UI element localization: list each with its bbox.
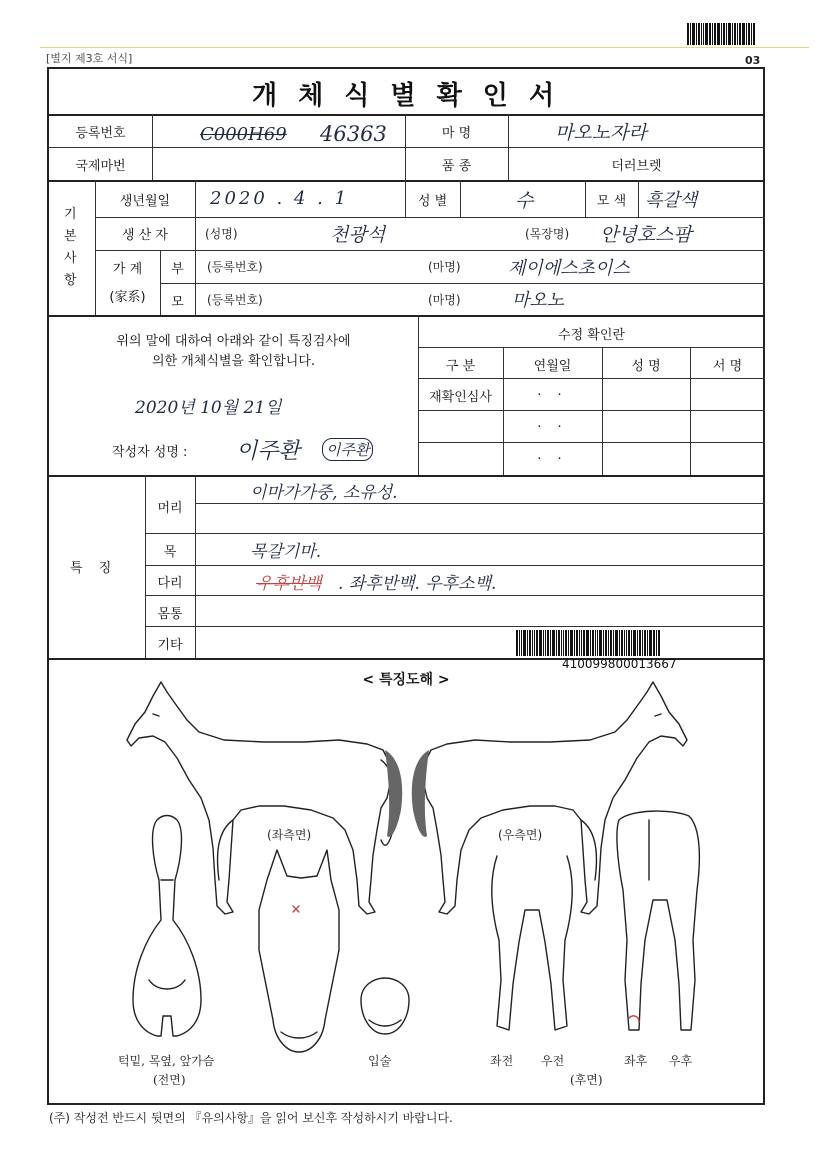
basic-section-char-4: 항 xyxy=(64,273,77,288)
farm-value: 안녕호스팜 xyxy=(600,224,692,246)
color-value: 흑갈색 xyxy=(645,190,698,211)
hind-left-caption: 좌후 xyxy=(624,1054,648,1068)
amend-col-name: 성 명 xyxy=(631,359,661,374)
head-label: 머리 xyxy=(157,501,183,516)
sire-reg-label: (등록번호) xyxy=(207,260,263,274)
dam-name-label: (마명) xyxy=(428,293,461,307)
breeder-label: 생 산 자 xyxy=(122,228,168,243)
rule xyxy=(418,442,765,443)
lips-view xyxy=(361,978,409,1034)
page-title: 개 체 식 별 확 인 서 xyxy=(251,81,561,111)
birth-label: 생년월일 xyxy=(119,194,171,209)
rule xyxy=(460,180,461,217)
color-label: 모 색 xyxy=(596,194,627,209)
rule xyxy=(145,626,765,627)
dam-name-value: 마오노 xyxy=(512,290,565,311)
rule xyxy=(638,180,639,217)
rule xyxy=(47,180,765,182)
breeder-name-label: (성명) xyxy=(205,227,238,241)
horse-diagram xyxy=(49,680,763,1100)
rear-view xyxy=(617,811,699,1030)
horse-name-value: 마오노자라 xyxy=(555,122,647,144)
amend-row-1-type: 재확인심사 xyxy=(429,390,492,405)
rule xyxy=(160,283,765,284)
amend-col-date: 연월일 xyxy=(533,359,572,374)
dam-reg-label: (등록번호) xyxy=(207,293,263,307)
dam-label: 모 xyxy=(171,295,184,310)
features-barcode xyxy=(516,630,661,656)
top-barcode xyxy=(687,23,756,45)
rule xyxy=(195,503,765,504)
basic-section-char-3: 사 xyxy=(64,251,77,266)
rule xyxy=(152,114,153,180)
sex-value: 수 xyxy=(515,190,534,212)
intl-no-label: 국제마번 xyxy=(75,159,126,174)
rule xyxy=(145,565,765,566)
header-rule xyxy=(40,47,809,48)
features-section-label: 특 징 xyxy=(70,561,118,576)
sire-name-value: 제이에스초이스 xyxy=(508,258,630,279)
rule xyxy=(418,347,765,348)
front-left-caption: 좌전 xyxy=(490,1054,514,1068)
sex-label: 성 별 xyxy=(417,194,448,209)
amend-row-3-date: . . xyxy=(537,448,568,463)
left-side-caption: (좌측면) xyxy=(267,828,312,842)
barcode-number: 410099800013667 xyxy=(562,657,677,671)
front-view-label: (전면) xyxy=(153,1073,186,1087)
reg-no-struck: C000H69 xyxy=(200,124,287,145)
writer-seal: 이주환 xyxy=(322,438,373,461)
legs-label: 다리 xyxy=(157,576,183,591)
form-number-label: [별지 제3호 서식] xyxy=(46,52,133,65)
rule xyxy=(195,180,196,250)
footnote: (주) 작성전 반드시 뒷면의 『유의사항』을 읽어 보신후 작성하시기 바랍니다. xyxy=(49,1111,453,1125)
legs-struck-value: 우후반백 xyxy=(256,574,322,594)
neck-value: 목갈기마. xyxy=(250,542,322,562)
rule xyxy=(47,315,765,317)
diagram-title: < 특징도해 > xyxy=(362,672,450,688)
farm-label: (목장명) xyxy=(525,227,570,241)
rule xyxy=(47,475,765,477)
sire-name-label: (마명) xyxy=(428,260,461,274)
amend-col-type: 구 분 xyxy=(445,359,476,374)
amend-row-2-date: . . xyxy=(537,416,568,431)
rule xyxy=(47,114,765,116)
body-label: 몸통 xyxy=(157,607,183,622)
basic-section-char-2: 본 xyxy=(64,229,77,244)
amend-title: 수정 확인란 xyxy=(558,328,625,343)
pedigree-hanja: (家系) xyxy=(109,290,146,305)
rule xyxy=(195,250,196,315)
writer-name: 이주환 xyxy=(236,439,300,464)
right-side-horse xyxy=(423,682,687,914)
horse-name-label: 마 명 xyxy=(441,126,472,141)
breeder-name-value: 천광석 xyxy=(330,224,386,246)
writer-label: 작성자 성명 : xyxy=(112,445,188,460)
rear-leg-marking xyxy=(629,1016,639,1022)
amend-row-1-date: . . xyxy=(537,384,568,399)
lips-caption: 입술 xyxy=(368,1054,392,1068)
pedigree-label: 가 계 xyxy=(112,262,143,277)
sire-label: 부 xyxy=(171,262,184,277)
hind-right-caption: 우후 xyxy=(669,1054,693,1068)
front-legs-view xyxy=(492,856,572,1030)
confirm-statement-line-2: 의한 개체식별을 확인합니다. xyxy=(151,354,316,369)
rule xyxy=(47,147,765,148)
front-right-caption: 우전 xyxy=(541,1054,565,1068)
neck-label: 목 xyxy=(163,545,177,560)
rear-view-label: (후면) xyxy=(570,1073,603,1087)
front-head-view xyxy=(259,850,339,1052)
page-number: 03 xyxy=(745,54,761,67)
basic-section-char-1: 기 xyxy=(64,207,77,222)
head-value: 이마가가중, 소유성. xyxy=(250,483,398,503)
birth-value: 2020 . 4 . 1 xyxy=(210,188,350,209)
front-view-caption: 턱밑, 목옆, 앞가슴 xyxy=(118,1054,215,1068)
rule xyxy=(418,378,765,379)
right-side-caption: (우측면) xyxy=(498,828,543,842)
breed-label: 품 종 xyxy=(441,159,472,174)
head-marking xyxy=(293,906,299,912)
front-neck-view xyxy=(133,816,201,1037)
rule xyxy=(145,595,765,596)
legs-value: . 좌후반백. 우후소백. xyxy=(338,574,497,594)
left-side-horse xyxy=(127,682,396,914)
breed-value: 더러브렛 xyxy=(611,159,662,174)
amend-col-sign: 서 명 xyxy=(712,359,743,374)
rule xyxy=(418,410,765,411)
confirm-statement-line-1: 위의 말에 대하여 아래와 같이 특징검사에 xyxy=(116,334,351,349)
other-label: 기타 xyxy=(157,638,183,653)
reg-no-label: 등록번호 xyxy=(75,126,126,141)
reg-no-value: 46363 xyxy=(320,122,387,146)
rule xyxy=(145,533,765,534)
confirm-date: 2020년 10월 21일 xyxy=(135,398,282,418)
